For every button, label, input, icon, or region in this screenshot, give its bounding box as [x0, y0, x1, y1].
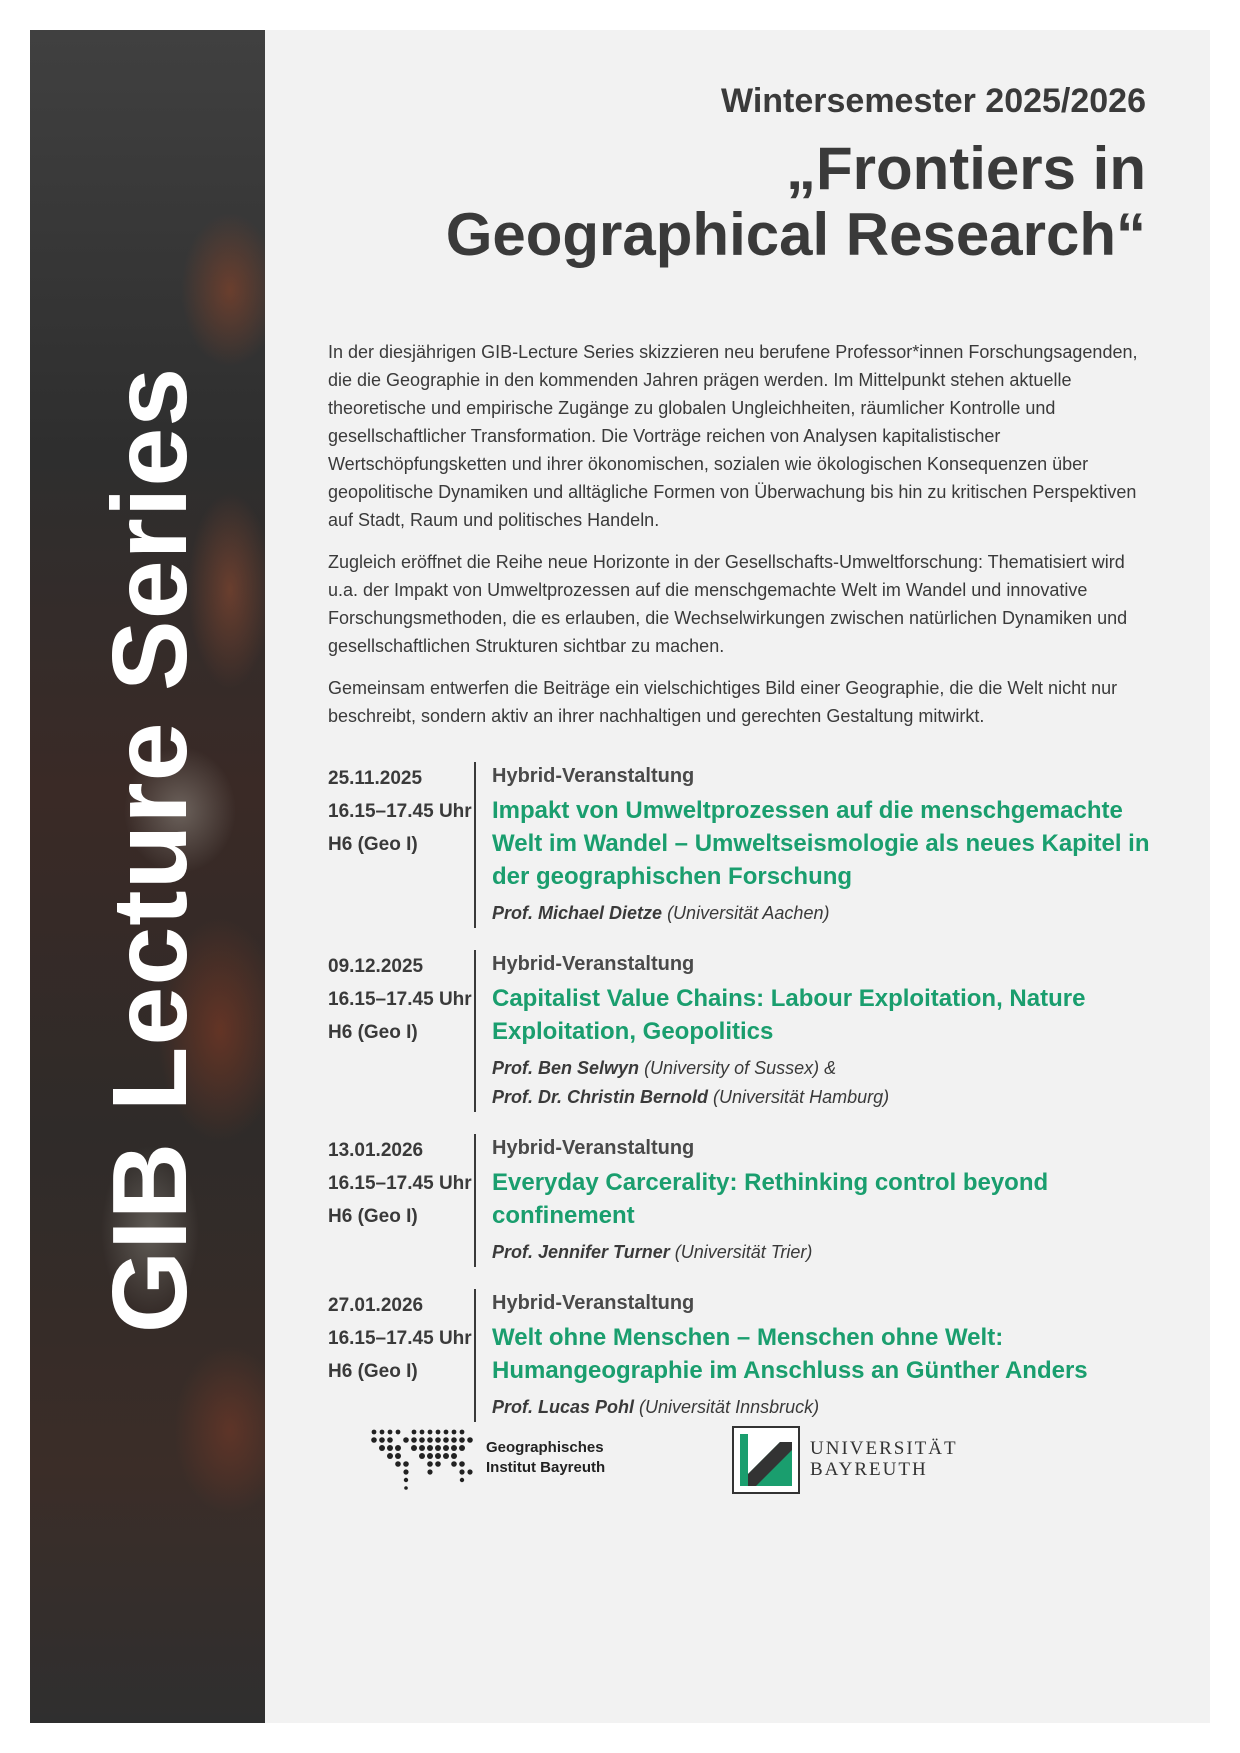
event-meta [328, 1289, 474, 1422]
side-title: GIB Lecture Series [91, 366, 209, 1334]
ubt-logo-line-2: BAYREUTH [810, 1459, 928, 1480]
speaker-affiliation: (Universität Trier) [674, 1242, 813, 1262]
event-room: H6 (Geo I) [328, 1361, 418, 1382]
ubt-mark-icon [732, 1426, 800, 1494]
event-meta [328, 1134, 474, 1267]
intro-text [328, 338, 1158, 744]
event-kind: Hybrid-Veranstaltung [492, 1137, 695, 1159]
speaker-affiliation: (Universität Innsbruck) [639, 1397, 820, 1417]
event-body [474, 762, 1158, 928]
speaker-name: Prof. Ben Selwyn [492, 1058, 640, 1078]
event-date: 09.12.2025 [328, 956, 424, 977]
side-band [30, 30, 265, 1723]
event-meta [328, 762, 474, 928]
event-title: Impakt von Umweltprozessen auf die menschgemachte Welt im Wandel – Umweltseismologie als neues Kapitel in der geographischen Forschung [492, 797, 1150, 890]
speaker-affiliation: (Universität Aachen) [667, 903, 830, 923]
event-title: Welt ohne Menschen – Menschen ohne Welt: Humangeographie im Anschluss an Günther Anders [492, 1324, 1088, 1384]
event-date: 25.11.2025 [328, 768, 423, 789]
event-list [328, 762, 1158, 1444]
event-room: H6 (Geo I) [328, 834, 418, 855]
event-item [328, 762, 1158, 928]
event-speaker [492, 1393, 1158, 1422]
event-kind: Hybrid-Veranstaltung [492, 953, 695, 975]
event-body [474, 950, 1158, 1112]
ubt-logo-line-1: UNIVERSITÄT [810, 1438, 958, 1459]
event-room: H6 (Geo I) [328, 1022, 418, 1043]
event-kind: Hybrid-Veranstaltung [492, 765, 695, 787]
gib-dot-map-icon [368, 1426, 478, 1496]
speaker-affiliation: (University of Sussex) [644, 1058, 820, 1078]
intro-paragraph: Gemeinsam entwerfen die Beiträge ein vielschichtiges Bild einer Geographie, die die Welt nicht nur beschreibt, sondern aktiv an ihrer nachhaltigen und gerechten Gestaltung mitwirkt. [328, 678, 1118, 726]
event-speaker [492, 1083, 1158, 1112]
main-title-line-1: „Frontiers in [785, 135, 1146, 202]
event-speaker [492, 899, 1158, 928]
event-item [328, 950, 1158, 1112]
event-title: Everyday Carcerality: Rethinking control beyond confinement [492, 1169, 1049, 1229]
speaker-name: Prof. Dr. Christin Bernold [492, 1087, 709, 1107]
gib-logo-line-1: Geographisches [486, 1439, 604, 1456]
poster [30, 30, 1210, 1723]
speaker-suffix: & [819, 1058, 837, 1078]
event-body [474, 1289, 1158, 1422]
logo-row [368, 1422, 1088, 1512]
semester-heading: Wintersemester 2025/2026 [721, 82, 1146, 120]
event-title: Capitalist Value Chains: Labour Exploitation, Nature Exploitation, Geopolitics [492, 985, 1086, 1045]
event-time: 16.15–17.45 Uhr [328, 989, 472, 1010]
event-speaker [492, 1054, 1158, 1083]
event-date: 27.01.2026 [328, 1295, 424, 1316]
event-kind: Hybrid-Veranstaltung [492, 1292, 695, 1314]
intro-paragraph: In der diesjährigen GIB-Lecture Series skizzieren neu berufene Professor*innen Forschungsagenden, die die Geographie in den kommenden Jahren prägen werden. Im Mittelpunkt stehen aktuelle theoretische und empirische Zugänge zu globalen Ungleichheiten, räumlicher Kontrolle und gesellschaftlicher Transformation. Die Vorträge reichen von Analysen kapitalistischer Wertschöpfungsketten und ihrer ökonomischen, sozialen wie ökologischen Konsequenzen über geopolitische Dynamiken und alltägliche Formen von Überwachung bis hin zu kritischen Perspektiven auf Stadt, Raum und politisches Handeln. [328, 342, 1138, 530]
university-bayreuth-logo [732, 1426, 992, 1502]
speaker-affiliation: (Universität Hamburg) [713, 1087, 890, 1107]
gib-logo-line-2: Institut Bayreuth [486, 1459, 606, 1476]
event-time: 16.15–17.45 Uhr [328, 801, 472, 822]
event-item [328, 1134, 1158, 1267]
speaker-name: Prof. Jennifer Turner [492, 1242, 670, 1262]
gib-logo-text [486, 1438, 605, 1478]
event-time: 16.15–17.45 Uhr [328, 1328, 472, 1349]
speaker-name: Prof. Lucas Pohl [492, 1397, 635, 1417]
event-item [328, 1289, 1158, 1422]
intro-paragraph: Zugleich eröffnet die Reihe neue Horizonte in der Gesellschafts-Umweltforschung: Thematisiert wird u.a. der Impakt von Umweltprozessen auf die menschgemachte Welt im Wandel und innovative Forschungsmethoden, die es erlauben, die Wechselwirkungen zwischen natürlichen Dynamiken und gesellschaftlichen Strukturen sichtbar zu machen. [328, 552, 1128, 656]
main-title [346, 136, 1146, 268]
event-room: H6 (Geo I) [328, 1206, 418, 1227]
event-speaker [492, 1238, 1158, 1267]
event-meta [328, 950, 474, 1112]
event-date: 13.01.2026 [328, 1140, 424, 1161]
ubt-logo-text [810, 1438, 958, 1480]
speaker-name: Prof. Michael Dietze [492, 903, 663, 923]
event-time: 16.15–17.45 Uhr [328, 1173, 472, 1194]
main-title-line-2: Geographical Research“ [445, 201, 1146, 268]
event-body [474, 1134, 1158, 1267]
gib-logo [368, 1422, 618, 1502]
